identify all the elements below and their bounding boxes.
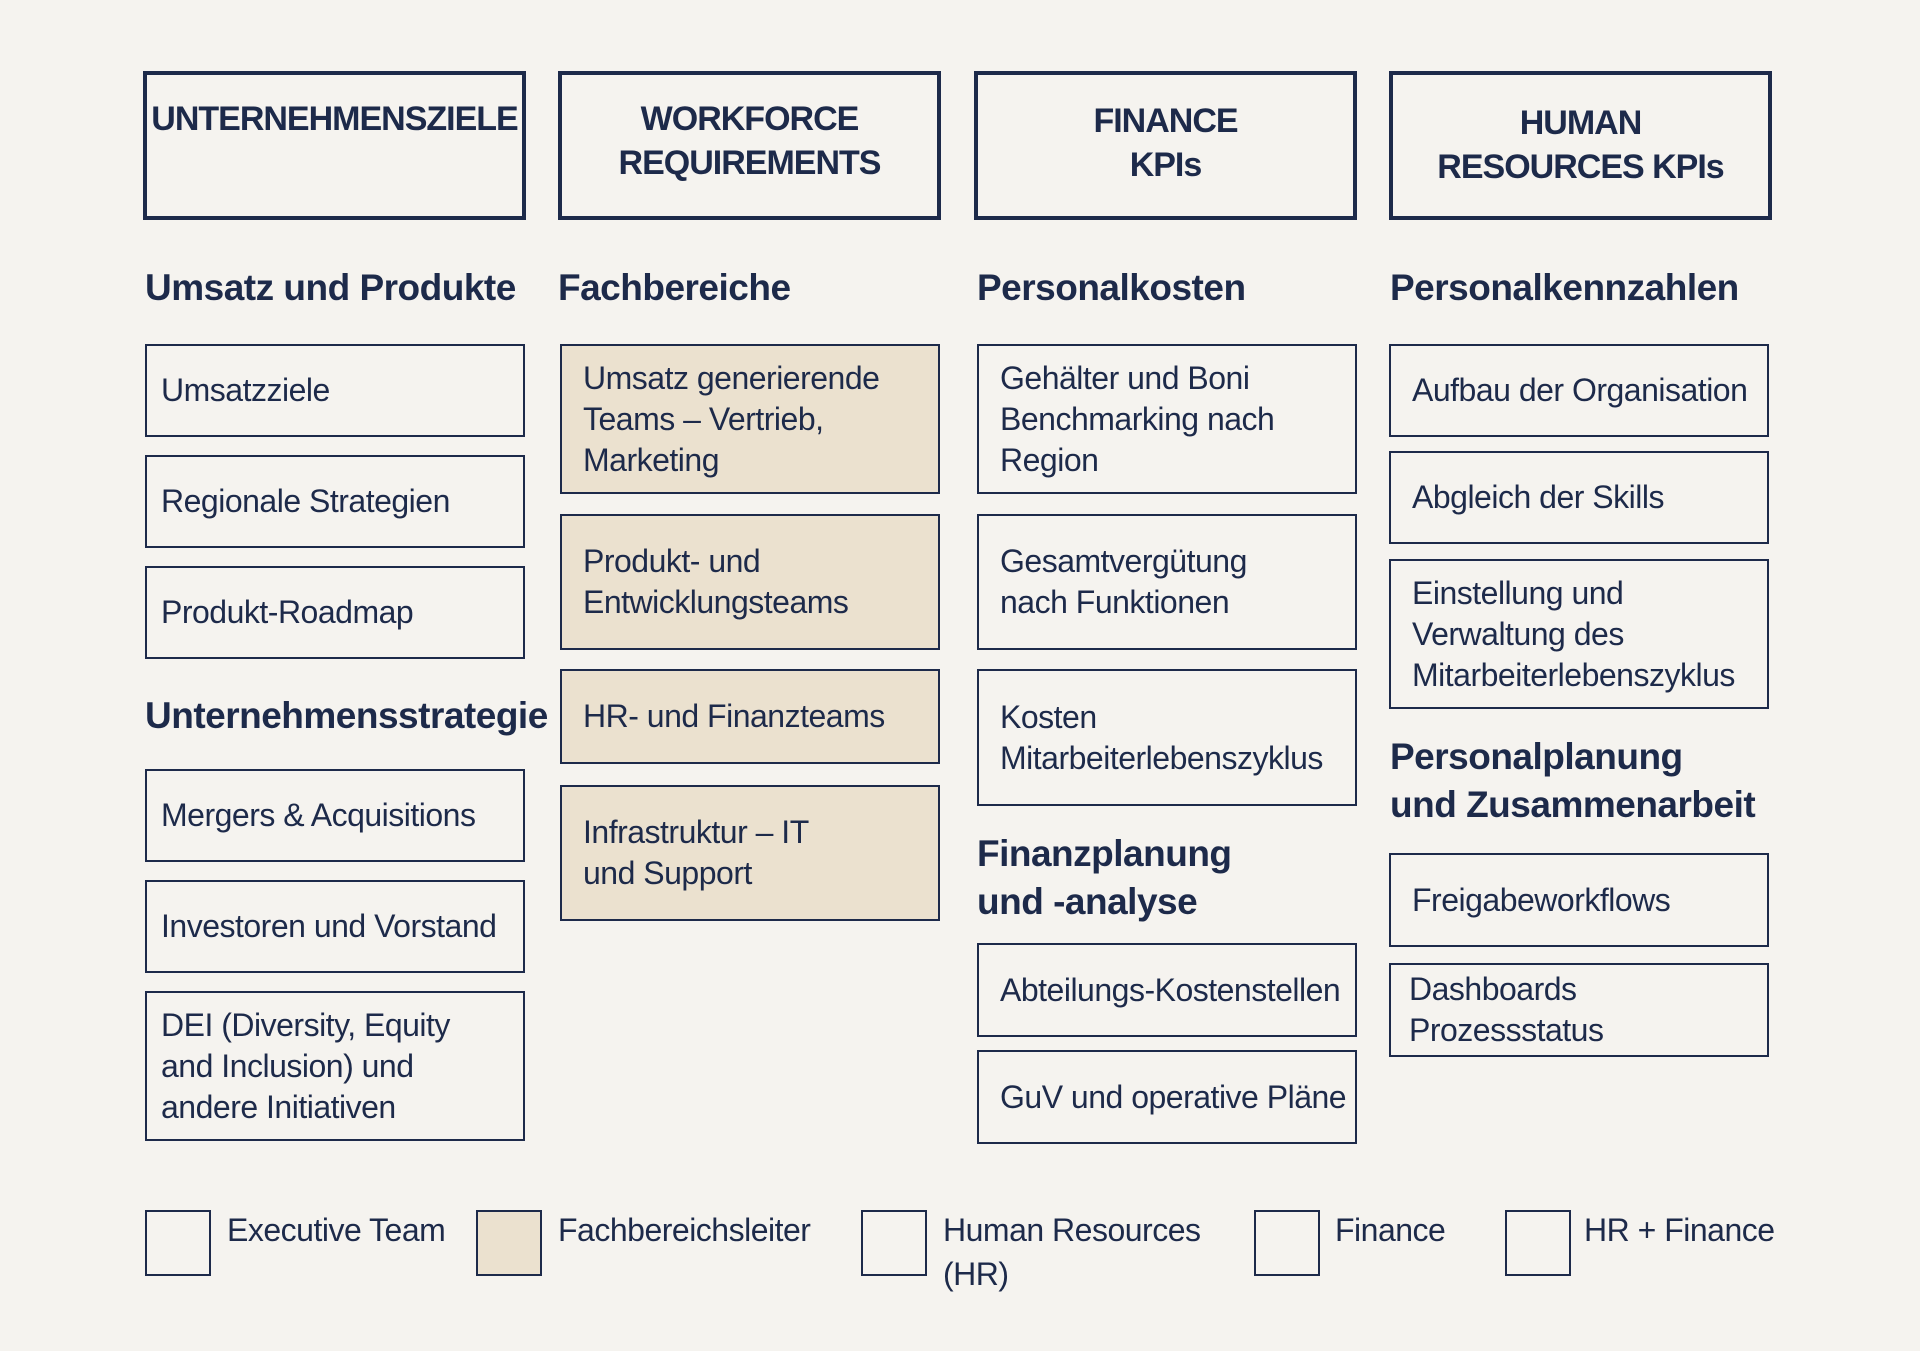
legend-label-fachbereichsleiter: Fachbereichsleiter bbox=[558, 1212, 811, 1248]
box-investoren-und-vorstand: Investoren und Vorstand bbox=[145, 880, 525, 973]
section-personalkennzahlen: Personalkennzahlen bbox=[1390, 267, 1739, 308]
box-kosten-mitarbeiterlebenszyklus: Kosten Mitarbeiterlebenszyklus bbox=[977, 669, 1357, 806]
box-freigabeworkflows: Freigabeworkflows bbox=[1389, 853, 1769, 947]
header-finance-kpis: FINANCE KPIs bbox=[974, 71, 1357, 220]
box-hr-und-finanzteams: HR- und Finanzteams bbox=[560, 669, 940, 764]
box-mergers-acquisitions: Mergers & Acquisitions bbox=[145, 769, 525, 862]
box-umsatzziele: Umsatzziele bbox=[145, 344, 525, 437]
section-personalkosten: Personalkosten bbox=[977, 267, 1246, 308]
box-regionale-strategien: Regionale Strategien bbox=[145, 455, 525, 548]
box-gesamtverguetung: Gesamtvergütung nach Funktionen bbox=[977, 514, 1357, 650]
box-dei-initiativen: DEI (Diversity, Equity and Inclusion) und andere Initiativen bbox=[145, 991, 525, 1141]
box-gehaelter-und-boni: Gehälter und Boni Benchmarking nach Region bbox=[977, 344, 1357, 494]
box-infrastruktur-it-support: Infrastruktur – IT und Support bbox=[560, 785, 940, 921]
header-workforce-requirements: WORKFORCE REQUIREMENTS bbox=[558, 71, 941, 220]
box-abgleich-der-skills: Abgleich der Skills bbox=[1389, 451, 1769, 544]
box-einstellung-und-verwaltung: Einstellung und Verwaltung des Mitarbeiterlebenszyklus bbox=[1389, 559, 1769, 709]
legend-swatch-fachbereichsleiter bbox=[476, 1210, 542, 1276]
box-umsatz-generierende-teams: Umsatz generierende Teams – Vertrieb, Marketing bbox=[560, 344, 940, 494]
legend-swatch-executive-team bbox=[145, 1210, 211, 1276]
box-produkt-roadmap: Produkt-Roadmap bbox=[145, 566, 525, 659]
legend-swatch-hr-finance bbox=[1505, 1210, 1571, 1276]
header-human-resources-kpis: HUMAN RESOURCES KPIs bbox=[1389, 71, 1772, 220]
box-abteilungs-kostenstellen: Abteilungs-Kostenstellen bbox=[977, 943, 1357, 1037]
legend-label-finance: Finance bbox=[1335, 1212, 1446, 1248]
legend-label-human-resources: Human Resources (HR) bbox=[943, 1212, 1201, 1292]
box-aufbau-der-organisation: Aufbau der Organisation bbox=[1389, 344, 1769, 437]
legend-label-hr-finance: HR + Finance bbox=[1584, 1212, 1775, 1248]
header-unternehmensziele: UNTERNEHMENSZIELE bbox=[143, 71, 526, 220]
section-unternehmensstrategie: Unternehmensstrategie bbox=[145, 695, 548, 736]
section-personalplanung-und-zusammenarbeit: Personalplanung und Zusammenarbeit bbox=[1390, 736, 1756, 825]
box-produkt-und-entwicklungsteams: Produkt- und Entwicklungsteams bbox=[560, 514, 940, 650]
legend-swatch-finance bbox=[1254, 1210, 1320, 1276]
section-finanzplanung-und-analyse: Finanzplanung und -analyse bbox=[977, 833, 1232, 922]
box-guv-und-operative-plaene: GuV und operative Pläne bbox=[977, 1050, 1357, 1144]
section-fachbereiche: Fachbereiche bbox=[558, 267, 791, 308]
section-umsatz-und-produkte: Umsatz und Produkte bbox=[145, 267, 516, 308]
box-dashboards-prozessstatus: Dashboards Prozessstatus bbox=[1389, 963, 1769, 1057]
legend-swatch-human-resources bbox=[861, 1210, 927, 1276]
legend-label-executive-team: Executive Team bbox=[227, 1212, 446, 1248]
